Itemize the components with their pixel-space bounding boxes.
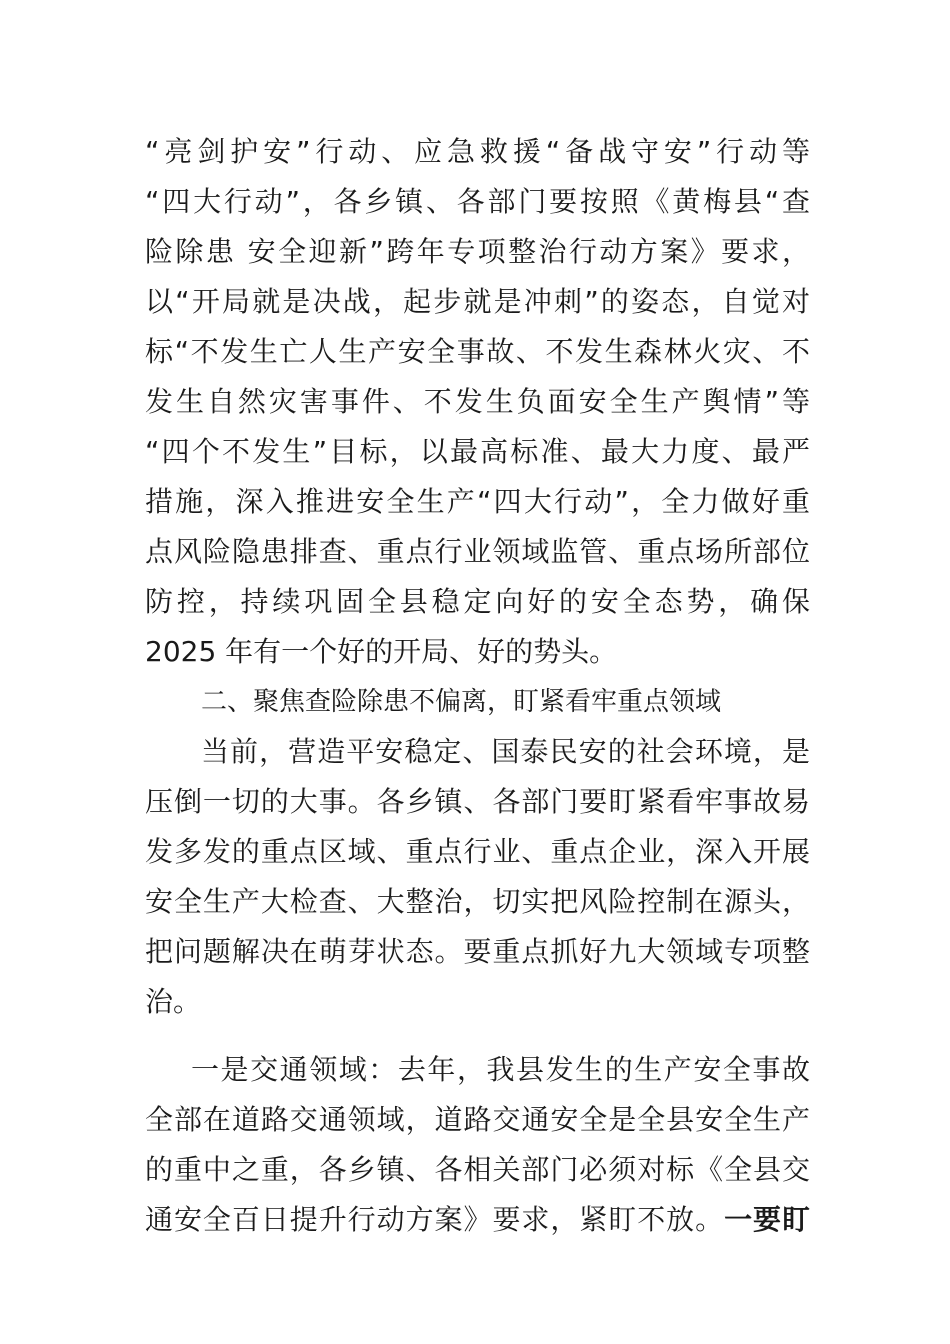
- paragraph-line: 以“开局就是决战，起步就是冲刺”的姿态，自觉对: [145, 285, 810, 318]
- paragraph-line: 点风险隐患排查、重点行业领域监管、重点场所部位: [145, 535, 810, 568]
- paragraph-line: 措施，深入推进安全生产“四大行动”，全力做好重: [145, 485, 810, 518]
- paragraph-2: [145, 727, 810, 1027]
- section-heading: 二、聚焦查险除患不偏离，盯紧看牢重点领域: [201, 687, 722, 717]
- paragraph-line-mixed: [145, 1195, 810, 1245]
- paragraph-spacing: [145, 1027, 810, 1045]
- bold-emphasis-text: 一要盯: [724, 1203, 810, 1236]
- paragraph-line: “四大行动”，各乡镇、各部门要按照《黄梅县“查: [145, 185, 810, 218]
- paragraph-line: 治。: [145, 985, 202, 1018]
- paragraph-line: 一是交通领域：去年，我县发生的生产安全事故: [191, 1053, 810, 1086]
- paragraph-line: 当前，营造平安稳定、国泰民安的社会环境，是: [201, 735, 810, 768]
- paragraph-line: 发生自然灾害事件、不发生负面安全生产舆情”等: [145, 385, 810, 418]
- paragraph-line: 发多发的重点区域、重点行业、重点企业，深入开展: [145, 835, 810, 868]
- paragraph-line: 险除患 安全迎新”跨年专项整治行动方案》要求，: [145, 235, 810, 268]
- document-body: [145, 127, 810, 1245]
- paragraph-line: 安全生产大检查、大整治，切实把风险控制在源头，: [145, 885, 810, 918]
- paragraph-line: 的重中之重，各乡镇、各相关部门必须对标《全县交: [145, 1153, 810, 1186]
- paragraph-line: 压倒一切的大事。各乡镇、各部门要盯紧看牢事故易: [145, 785, 810, 818]
- paragraph-line: 全部在道路交通领域，道路交通安全是全县安全生产: [145, 1103, 810, 1136]
- paragraph-line: 2025 年有一个好的开局、好的势头。: [145, 635, 618, 668]
- paragraph-3: [145, 1045, 810, 1245]
- paragraph-1: [145, 127, 810, 677]
- paragraph-line: “四个不发生”目标，以最高标准、最大力度、最严: [145, 435, 810, 468]
- paragraph-line: 标“不发生亡人生产安全事故、不发生森林火灾、不: [145, 335, 810, 368]
- paragraph-line: 防控，持续巩固全县稳定向好的安全态势，确保: [145, 585, 810, 618]
- paragraph-line: 把问题解决在萌芽状态。要重点抓好九大领域专项整: [145, 935, 810, 968]
- paragraph-line: “亮剑护安”行动、应急救援“备战守安”行动等: [145, 135, 810, 168]
- paragraph-text: 通安全百日提升行动方案》要求，紧盯不放。: [145, 1203, 725, 1236]
